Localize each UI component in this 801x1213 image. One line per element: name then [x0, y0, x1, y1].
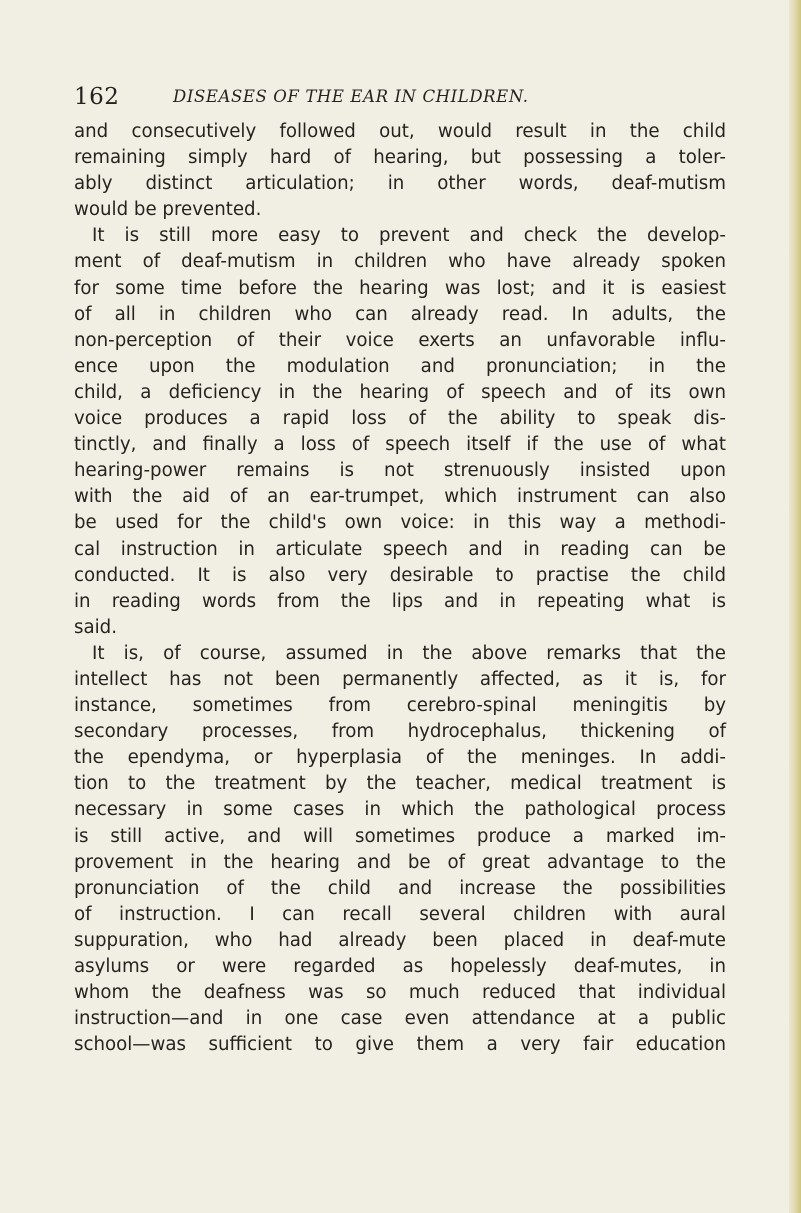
text-line: ment of deaf-mutism in children who have already spoken [74, 251, 726, 273]
text-line: pronunciation of the child and increase the possibilities [74, 877, 726, 899]
text-line: necessary in some cases in which the pathological process [74, 799, 726, 821]
text-line: intellect has not been permanently affected, as it is, for [74, 668, 726, 690]
text-line: school—was sufficient to give them a very fair education [74, 1034, 726, 1056]
text-line: asylums or were regarded as hopelessly deaf-mutes, in [74, 956, 726, 977]
page-number: 162 [74, 84, 120, 110]
text-line: instruction—and in one case even attendance at a public [74, 1008, 726, 1030]
running-head [74, 84, 734, 112]
text-line: ably distinct articulation; in other words, deaf-mutism [74, 173, 726, 195]
text-line: the ependyma, or hyperplasia of the meninges. In addi- [74, 747, 726, 769]
page-edge-shading [789, 0, 801, 1213]
body-text [74, 119, 726, 1058]
text-line: hearing-power remains is not strenuously insisted upon [74, 460, 726, 482]
text-line: of all in children who can already read. In adults, the [74, 303, 726, 325]
text-line: with the aid of an ear-trumpet, which instrument can also [74, 486, 726, 508]
text-line: and consecutively followed out, would result in the child [74, 121, 726, 142]
text-line: for some time before the hearing was lost; and it is easiest [74, 277, 726, 299]
text-line: voice produces a rapid loss of the ability to speak dis- [74, 408, 726, 430]
text-line: would be prevented. [74, 199, 262, 221]
text-line: whom the deafness was so much reduced that individual [74, 982, 726, 1004]
text-line: instance, sometimes from cerebro-spinal meningitis by [74, 695, 726, 717]
text-line: tion to the treatment by the teacher, medical treatment is [74, 773, 726, 795]
text-line: said. [74, 616, 117, 638]
text-line: suppuration, who had already been placed in deaf-mute [74, 929, 726, 951]
text-line: of instruction. I can recall several children with aural [74, 903, 726, 925]
text-line: secondary processes, from hydrocephalus, thickening of [74, 721, 726, 743]
text-line: cal instruction in articulate speech and in reading can be [74, 538, 726, 560]
text-line: remaining simply hard of hearing, but possessing a toler- [74, 147, 726, 169]
running-title: DISEASES OF THE EAR IN CHILDREN. [173, 87, 529, 106]
text-line: conducted. It is also very desirable to practise the child [74, 564, 726, 586]
text-line: It is, of course, assumed in the above remarks that the [92, 642, 726, 664]
text-line: in reading words from the lips and in repeating what is [74, 590, 726, 612]
text-line: provement in the hearing and be of great advantage to the [74, 851, 726, 873]
text-line: ence upon the modulation and pronunciation; in the [74, 355, 726, 377]
text-line: non-perception of their voice exerts an unfavorable influ- [74, 329, 726, 351]
text-line: tinctly, and finally a loss of speech itself if the use of what [74, 434, 726, 456]
text-line: be used for the child's own voice: in this way a methodi- [74, 512, 726, 534]
text-line: It is still more easy to prevent and check the develop- [92, 225, 726, 247]
text-line: child, a deficiency in the hearing of speech and of its own [74, 381, 726, 403]
text-line: is still active, and will sometimes produce a marked im- [74, 825, 726, 847]
